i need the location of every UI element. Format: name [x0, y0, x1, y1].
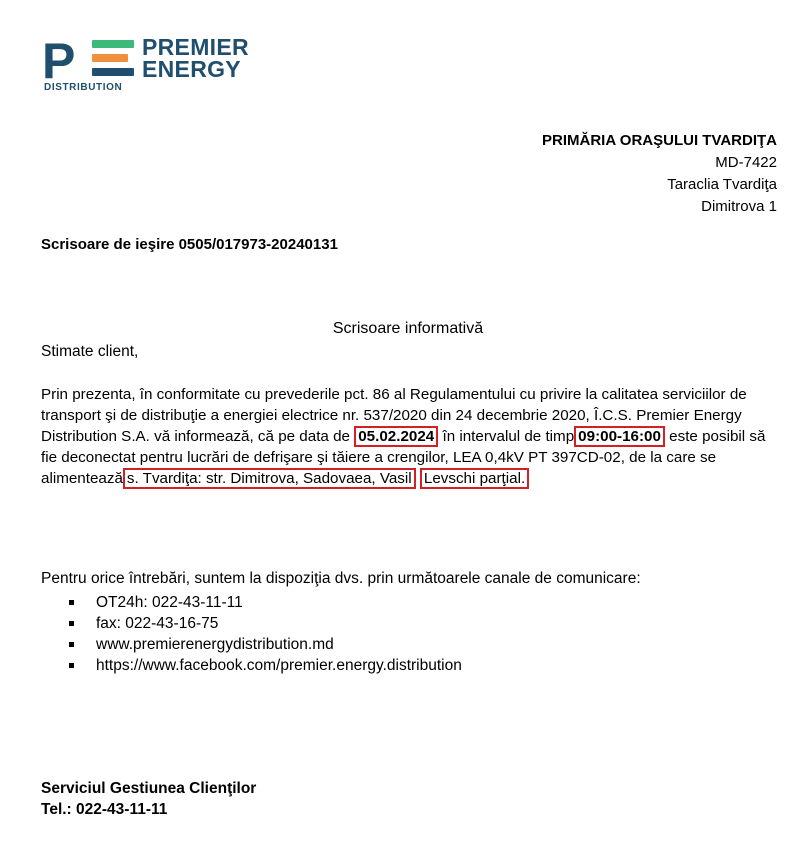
contacts-list — [41, 592, 462, 676]
body-part1: Prin prezenta, în conformitate cu prevederile pct. 86 al Regulamentului cu privire la calitatea serviciilor de transport şi de distribuţie a energiei electrice nr. 537/2020 din 24 decembrie 2020, Î.C.S. Premier Energy Distribution S.A. vă informează, că pe data de — [41, 386, 747, 445]
bullet-icon — [69, 600, 74, 605]
outage-time-highlight: 09:00-16:00 — [574, 426, 665, 447]
letter-footer — [41, 778, 256, 820]
bullet-icon — [69, 621, 74, 626]
contact-item-facebook — [41, 655, 462, 676]
logo-bar-navy — [92, 68, 134, 76]
letter-reference: Scrisoare de ieşire 0505/017973-20240131 — [41, 236, 338, 253]
bullet-icon — [69, 642, 74, 647]
contact-facebook: https://www.facebook.com/premier.energy.distribution — [96, 657, 462, 674]
recipient-address — [542, 130, 777, 218]
salutation: Stimate client, — [41, 343, 139, 360]
contact-phone: OT24h: 022-43-11-11 — [96, 594, 243, 611]
logo-name-line2: ENERGY — [142, 56, 241, 82]
contact-fax: fax: 022-43-16-75 — [96, 615, 219, 632]
outage-location-highlight-a: s. Tvardiţa: str. Dimitrova, Sadovaea, Vasil — [123, 468, 416, 489]
logo-letter: P — [42, 33, 75, 89]
logo-bars-icon — [92, 40, 132, 80]
logo-bar-green — [92, 40, 134, 48]
bullet-icon — [69, 663, 74, 668]
logo-name — [142, 36, 249, 80]
contact-website: www.premierenergydistribution.md — [96, 636, 334, 653]
logo-bar-orange — [92, 54, 128, 62]
contact-item-fax — [41, 613, 462, 634]
recipient-name: PRIMĂRIA ORAŞULUI TVARDIŢA — [542, 132, 777, 149]
company-logo — [42, 33, 282, 96]
recipient-street: Dimitrova 1 — [701, 198, 777, 215]
recipient-locality: Taraclia Tvardiţa — [667, 176, 777, 193]
footer-phone: Tel.: 022-43-11-11 — [41, 801, 168, 818]
contact-item-website — [41, 634, 462, 655]
logo-subtitle: DISTRIBUTION — [44, 82, 123, 93]
outage-date-highlight: 05.02.2024 — [354, 426, 438, 447]
recipient-postal-code: MD-7422 — [715, 154, 777, 171]
footer-department: Serviciul Gestiunea Clienţilor — [41, 780, 257, 797]
logo-name-line1: PREMIER — [142, 34, 249, 60]
letter-title: Scrisoare informativă — [332, 320, 484, 337]
contact-item-phone — [41, 592, 462, 613]
contacts-intro: Pentru orice întrebări, suntem la dispoziţia dvs. prin următoarele canale de comunicare: — [41, 570, 641, 587]
body-part3: este posibil să fie deconectat pentru lucrări de defrişare şi tăiere a crengilor, LEA 0,4kV PT 397CD-02, de la care se alimentează — [41, 428, 766, 487]
letter-body — [41, 384, 771, 489]
body-part2: în intervalul de timp — [442, 428, 575, 445]
outage-location-highlight-b: Levschi parţial. — [420, 468, 529, 489]
